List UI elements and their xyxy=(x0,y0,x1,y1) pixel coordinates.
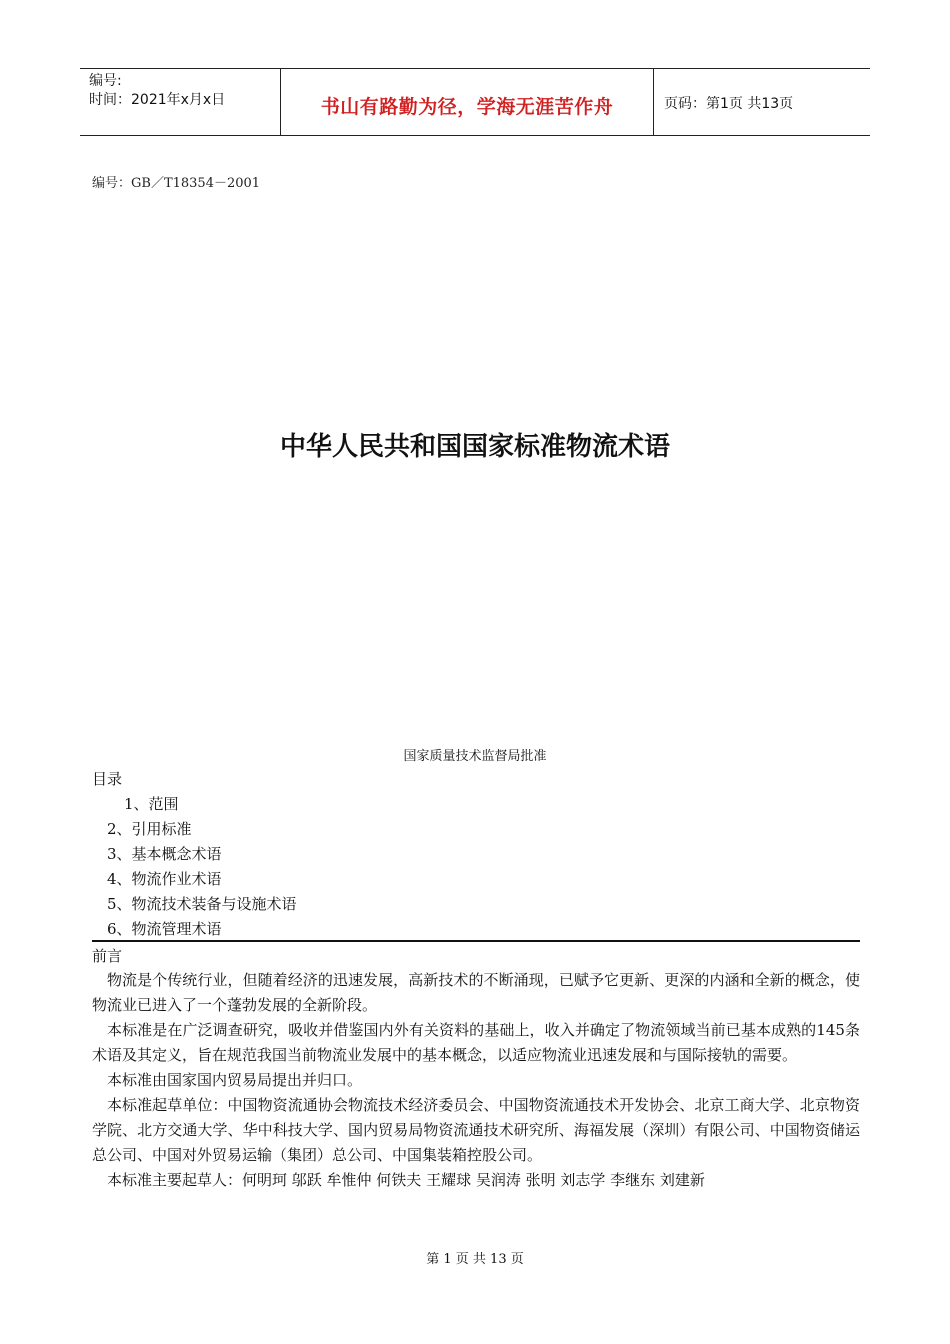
preface-title: 前言 xyxy=(92,947,123,965)
toc-item-basic-concepts: 3、基本概念术语 xyxy=(107,845,222,863)
preface-paragraph: 本标准起草单位：中国物资流通协会物流技术经济委员会、中国物资流通技术开发协会、北京工商大学、北京物资学院、北方交通大学、华中科技大学、国内贸易局物资流通技术研究所、海福发展（深圳）有限公司、中国物资储运总公司、中国对外贸易运输（集团）总公司、中国集装箱控股公司。 xyxy=(92,1096,860,1164)
date-label: 时间：2021年x月x日 xyxy=(89,92,226,108)
page-info: 页码：第1页 共13页 xyxy=(664,96,794,112)
motto-text: 书山有路勤为径，学海无涯苦作舟 xyxy=(320,95,614,118)
preface-body xyxy=(92,968,860,1193)
toc-item-equipment: 5、物流技术装备与设施术语 xyxy=(107,895,297,913)
approval-authority: 国家质量技术监督局批准 xyxy=(403,749,547,764)
serial-label: 编号: xyxy=(89,73,122,89)
header-page-cell xyxy=(654,69,870,135)
preface-paragraph: 本标准主要起草人：何明珂 邬跃 牟惟仲 何铁夫 王耀球 吴润涛 张明 刘志学 李继东 刘建新 xyxy=(107,1171,705,1189)
document-title: 中华人民共和国国家标准物流术语 xyxy=(279,432,670,462)
toc-title: 目录 xyxy=(92,770,123,788)
toc-item-management: 6、物流管理术语 xyxy=(107,920,222,938)
table-of-contents xyxy=(0,792,297,942)
header-meta-cell xyxy=(80,69,281,135)
page-header xyxy=(80,68,870,136)
toc-item-scope: 1、范围 xyxy=(124,795,179,813)
toc-item-operations: 4、物流作业术语 xyxy=(107,870,222,888)
standard-number: 编号：GB／T18354－2001 xyxy=(92,176,261,191)
preface-paragraph: 物流是个传统行业，但随着经济的迅速发展，高新技术的不断涌现，已赋予它更新、更深的内涵和全新的概念，使物流业已进入了一个蓬勃发展的全新阶段。 xyxy=(92,971,860,1014)
section-divider xyxy=(92,940,860,942)
header-motto-cell xyxy=(281,69,654,135)
preface-paragraph: 本标准是在广泛调查研究，吸收并借鉴国内外有关资料的基础上，收入并确定了物流领域当前已基本成熟的145条术语及其定义，旨在规范我国当前物流业发展中的基本概念，以适应物流业迅速发展和与国际接轨的需要。 xyxy=(92,1021,860,1064)
preface-paragraph: 本标准由国家国内贸易局提出并归口。 xyxy=(107,1071,363,1089)
page-footer: 第 1 页 共 13 页 xyxy=(426,1252,524,1267)
toc-item-references: 2、引用标准 xyxy=(107,820,192,838)
